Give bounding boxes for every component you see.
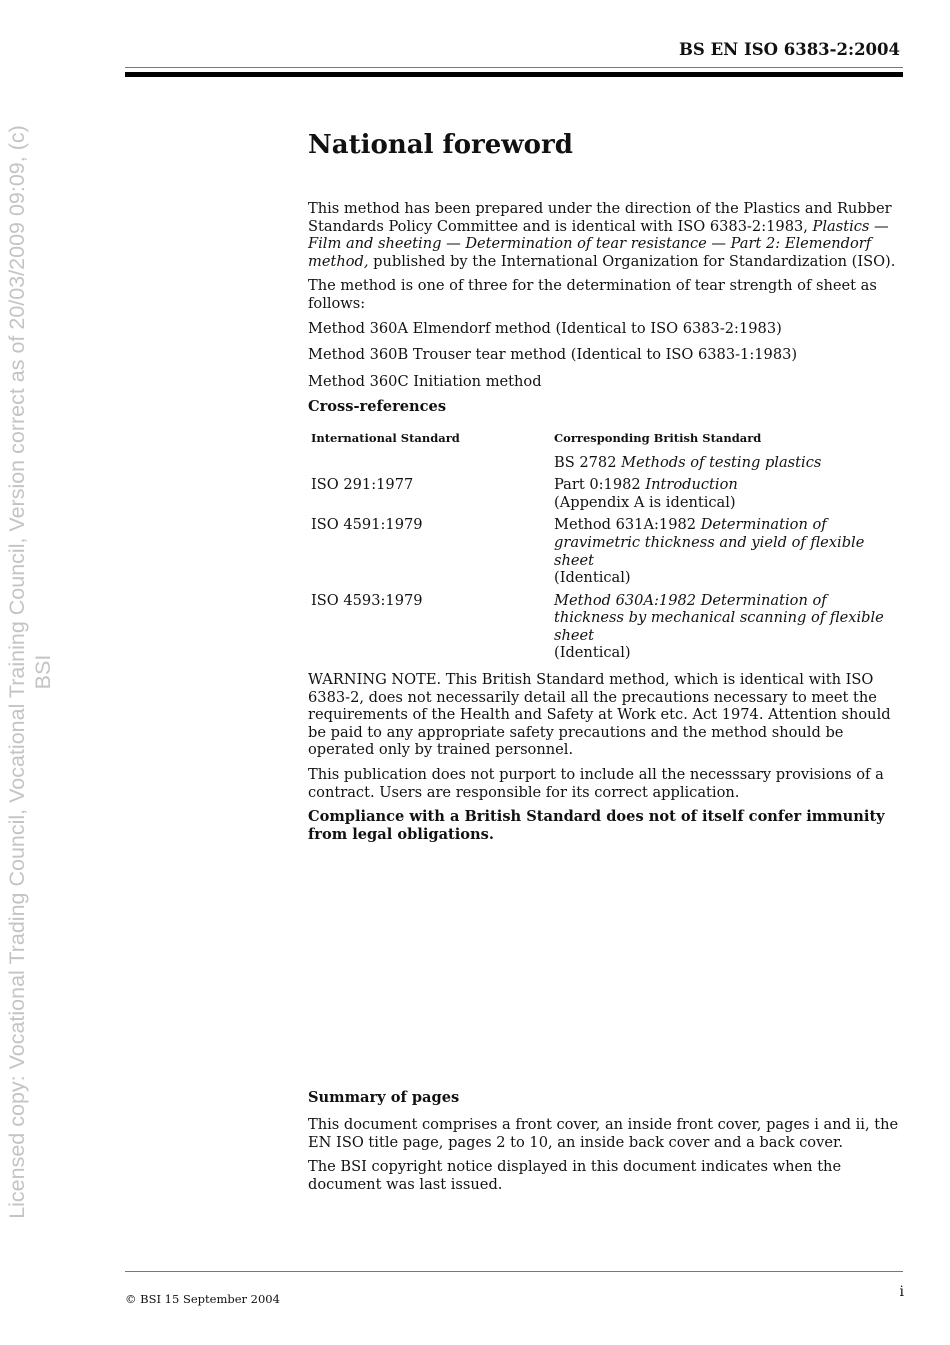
main-content	[308, 128, 900, 1200]
british-standard-cell: Method 631A:1982 Determination of gravimetric thickness and yield of flexible sheet (Identical)	[554, 516, 865, 587]
compliance-statement: Compliance with a British Standard does not of itself confer immunity from legal obligations.	[308, 808, 885, 843]
header-thin-rule	[125, 67, 903, 68]
summary-text: This document comprises a front cover, an inside front cover, pages i and ii, the EN ISO title page, pages 2 to 10, an inside back cover and a back cover.	[308, 1116, 899, 1151]
page-title: National foreword	[308, 130, 573, 160]
publication-note: This publication does not purport to include all the necesssary provisions of a contract. Users are responsible for its correct application.	[308, 766, 884, 801]
intro-title-italic: Plastics — Film and sheeting — Determination of tear resistance — Part 2: Elemendorf method,	[308, 217, 889, 270]
watermark-line-1: Licensed copy: Vocational Trading Council, Vocational Training Council, Version correct as of 20/03/2009 09:09, (c)	[5, 125, 29, 1219]
col-british-standard: Corresponding British Standard	[554, 430, 762, 445]
warning-note: WARNING NOTE. This British Standard method, which is identical with ISO 6383-2, does not necessarily detail all the precautions necessary to meet the requirements of the Health and Safety at Work etc. Act 1974. Attention should be paid to any appropriate safety precautions and the method should be operated only by trained personnel.	[308, 671, 891, 759]
watermark-line-2: BSI	[31, 654, 55, 690]
summary-section	[308, 1089, 900, 1193]
table-row	[308, 592, 900, 667]
cross-references-heading: Cross-references	[308, 398, 447, 416]
methods-intro: The method is one of three for the determination of tear strength of sheet as follows:	[308, 277, 877, 312]
footer-copyright: © BSI 15 September 2004	[125, 1292, 280, 1306]
table-row	[308, 454, 900, 477]
copyright-note: The BSI copyright notice displayed in this document indicates when the document was last issued.	[308, 1158, 842, 1193]
bs-series-cell	[551, 454, 900, 477]
footer-rule	[125, 1271, 903, 1272]
intro-text-2: published by the International Organization for Standardization (ISO).	[368, 252, 896, 270]
standard-code: BS EN ISO 6383-2:2004	[678, 40, 900, 59]
method-item: Method 360A Elmendorf method (Identical to ISO 6383-2:1983)	[308, 319, 782, 337]
summary-heading: Summary of pages	[308, 1089, 460, 1107]
intl-standard-cell: ISO 4593:1979	[311, 591, 423, 609]
method-item: Method 360C Initiation method	[308, 372, 542, 390]
col-international-standard: International Standard	[311, 430, 460, 445]
method-item: Method 360B Trouser tear method (Identical to ISO 6383-1:1983)	[308, 346, 798, 364]
table-row	[308, 516, 900, 591]
intro-paragraph	[308, 200, 900, 270]
bs-series-number: BS 2782	[554, 453, 622, 471]
intl-standard-cell: ISO 4591:1979	[311, 516, 423, 534]
header-thick-rule	[125, 72, 903, 77]
intro-text-1: This method has been prepared under the direction of the Plastics and Rubber Standards Policy Committee and is identical with ISO 6383-2:1983,	[308, 200, 892, 235]
intl-standard-cell: ISO 291:1977	[311, 476, 414, 494]
license-watermark	[0, 0, 60, 1345]
cross-references-table	[308, 416, 900, 667]
british-standard-cell: Part 0:1982 Introduction (Appendix A is identical)	[554, 476, 738, 511]
table-header-row	[308, 416, 900, 454]
bs-series-title: Methods of testing plastics	[621, 453, 822, 471]
british-standard-cell: Method 630A:1982 Determination of thickness by mechanical scanning of flexible sheet (Identical)	[554, 591, 884, 662]
table-row	[308, 476, 900, 516]
page-number: i	[899, 1284, 904, 1300]
